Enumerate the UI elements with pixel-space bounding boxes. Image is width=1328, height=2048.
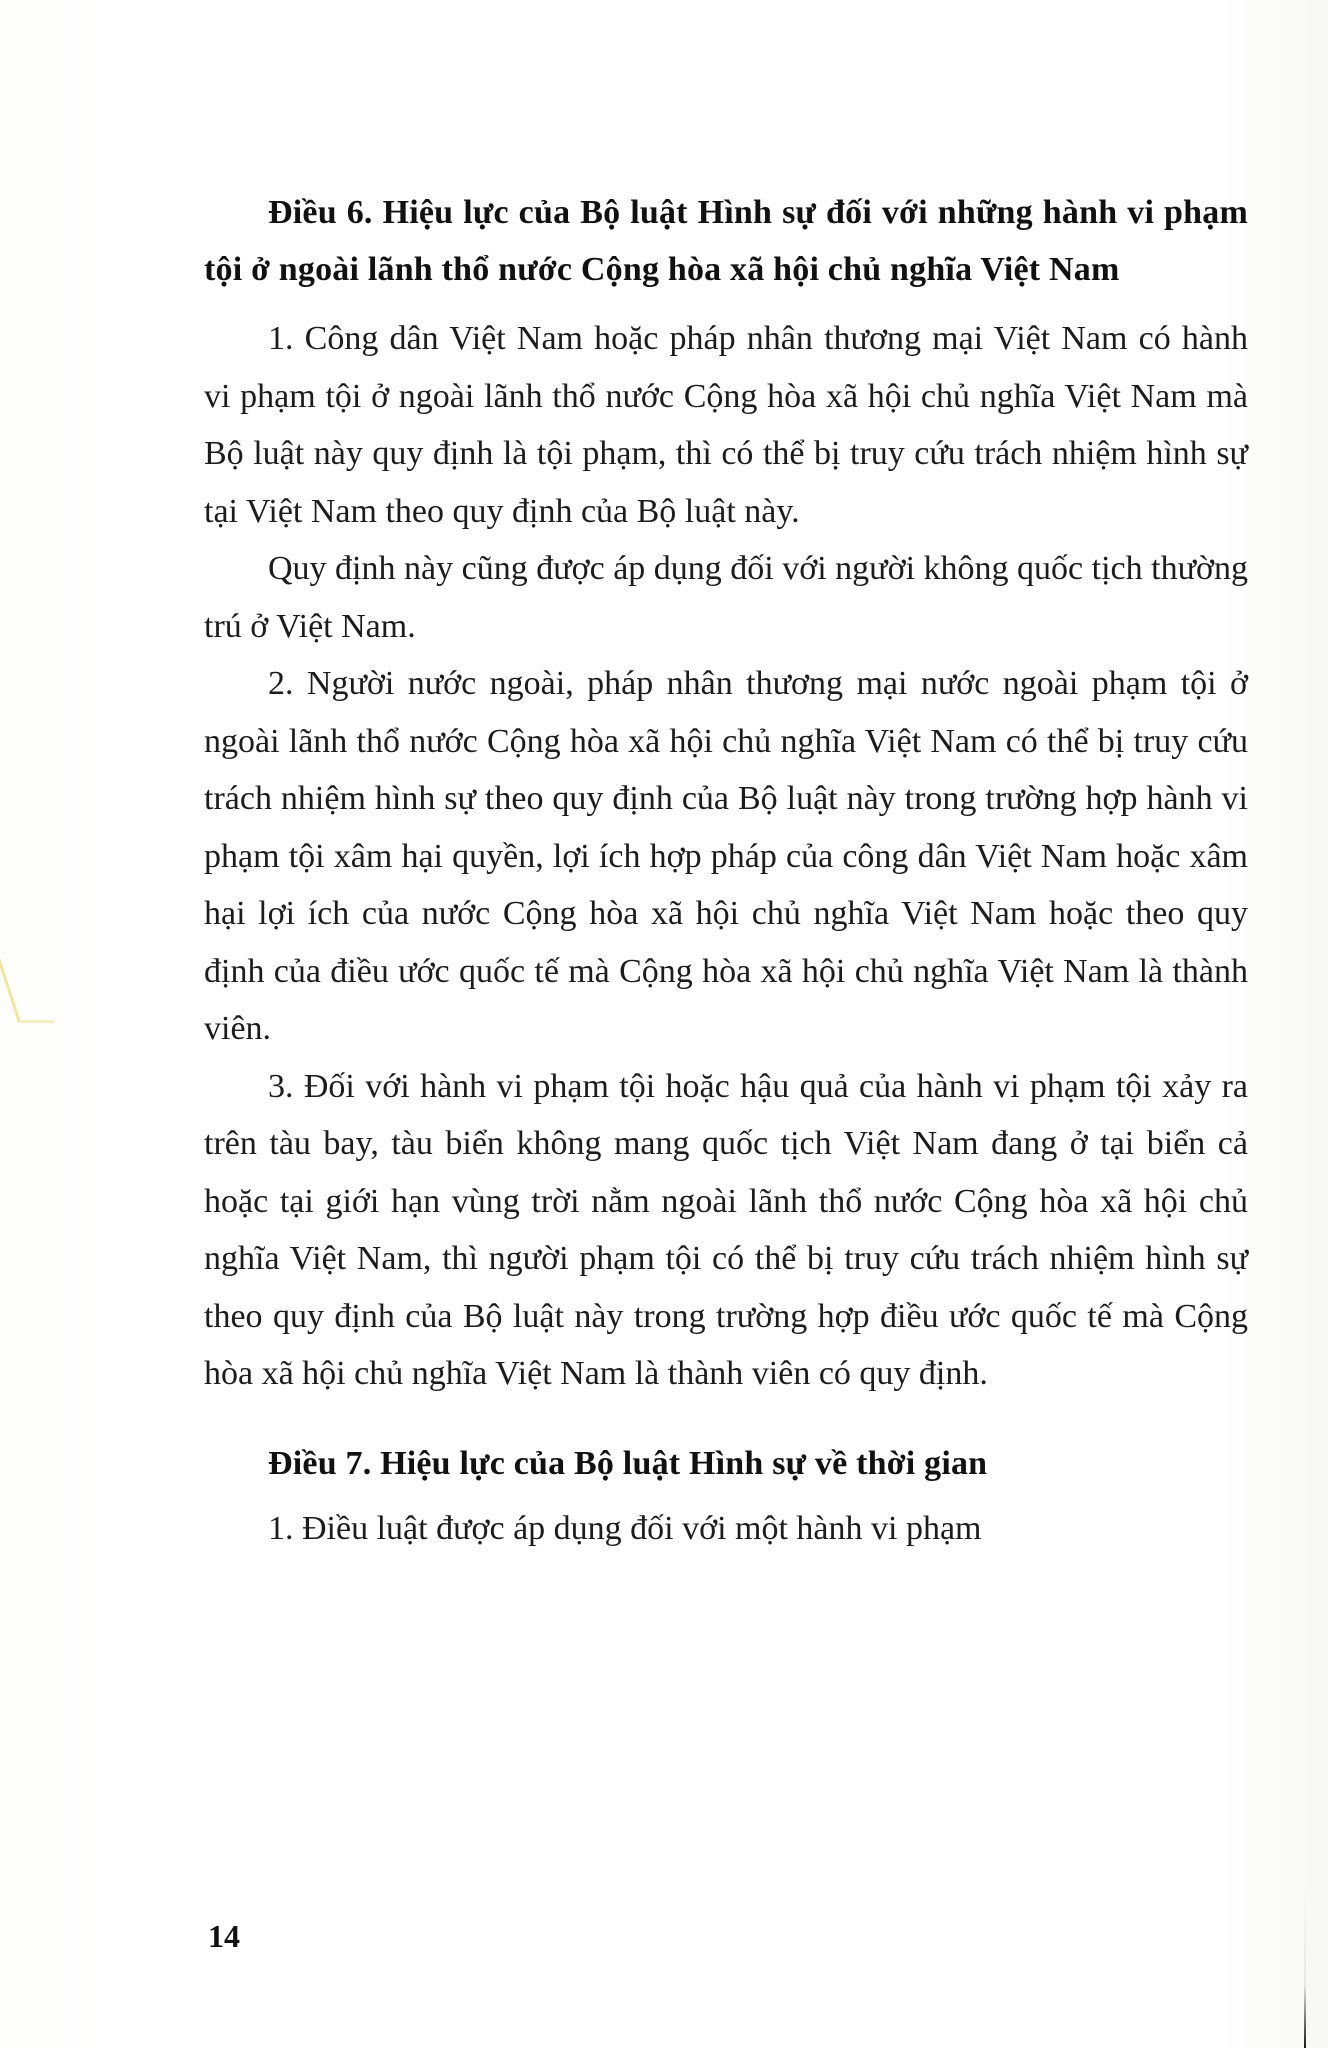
article-7-title: Điều 7. Hiệu lực của Bộ luật Hình sự về thời gian	[268, 1444, 988, 1482]
article-6-clause-3: 3. Đối với hành vi phạm tội hoặc hậu quả của hành vi phạm tội xảy ra trên tàu bay, tàu biển không mang quốc tịch Việt Nam đang ở tại biển cả hoặc tại giới hạn vùng trời nằm ngoài lãnh thổ nước Cộng hòa xã hội chủ nghĩa Việt Nam, thì người phạm tội có thể bị truy cứu trách nhiệm hình sự theo quy định của Bộ luật này trong trường hợp điều ước quốc tế mà Cộng hòa xã hội chủ nghĩa Việt Nam là thành viên có quy định.	[204, 1067, 1248, 1392]
scan-edge-shadow	[1304, 1890, 1306, 2048]
article-6-clause-1: 1. Công dân Việt Nam hoặc pháp nhân thương mại Việt Nam có hành vi phạm tội ở ngoài lãnh thổ nước Cộng hòa xã hội chủ nghĩa Việt Nam mà Bộ luật này quy định là tội phạm, thì có thể bị truy cứu trách nhiệm hình sự tại Việt Nam theo quy định của Bộ luật này.	[204, 320, 1248, 530]
article-6-title: Điều 6. Hiệu lực của Bộ luật Hình sự đối với những hành vi phạm tội ở ngoài lãnh thổ nước Cộng hòa xã hội chủ nghĩa Việt Nam	[204, 194, 1248, 288]
article-7-clause-1: 1. Điều luật được áp dụng đối với một hành vi phạm	[268, 1509, 982, 1547]
page-content	[204, 184, 1248, 1557]
scan-artifact-mark	[0, 948, 55, 1023]
article-6	[204, 184, 1248, 1403]
article-6-clause-2: 2. Người nước ngoài, pháp nhân thương mại nước ngoài phạm tội ở ngoài lãnh thổ nước Cộng hòa xã hội chủ nghĩa Việt Nam có thể bị truy cứu trách nhiệm hình sự theo quy định của Bộ luật này trong trường hợp hành vi phạm tội xâm hại quyền, lợi ích hợp pháp của công dân Việt Nam hoặc xâm hại lợi ích của nước Cộng hòa xã hội chủ nghĩa Việt Nam hoặc theo quy định của điều ước quốc tế mà Cộng hòa xã hội chủ nghĩa Việt Nam là thành viên.	[204, 665, 1248, 1047]
page-number: 14	[208, 1918, 240, 1954]
article-7	[204, 1435, 1248, 1558]
article-6-clause-1-note: Quy định này cũng được áp dụng đối với người không quốc tịch thường trú ở Việt Nam.	[204, 550, 1248, 645]
